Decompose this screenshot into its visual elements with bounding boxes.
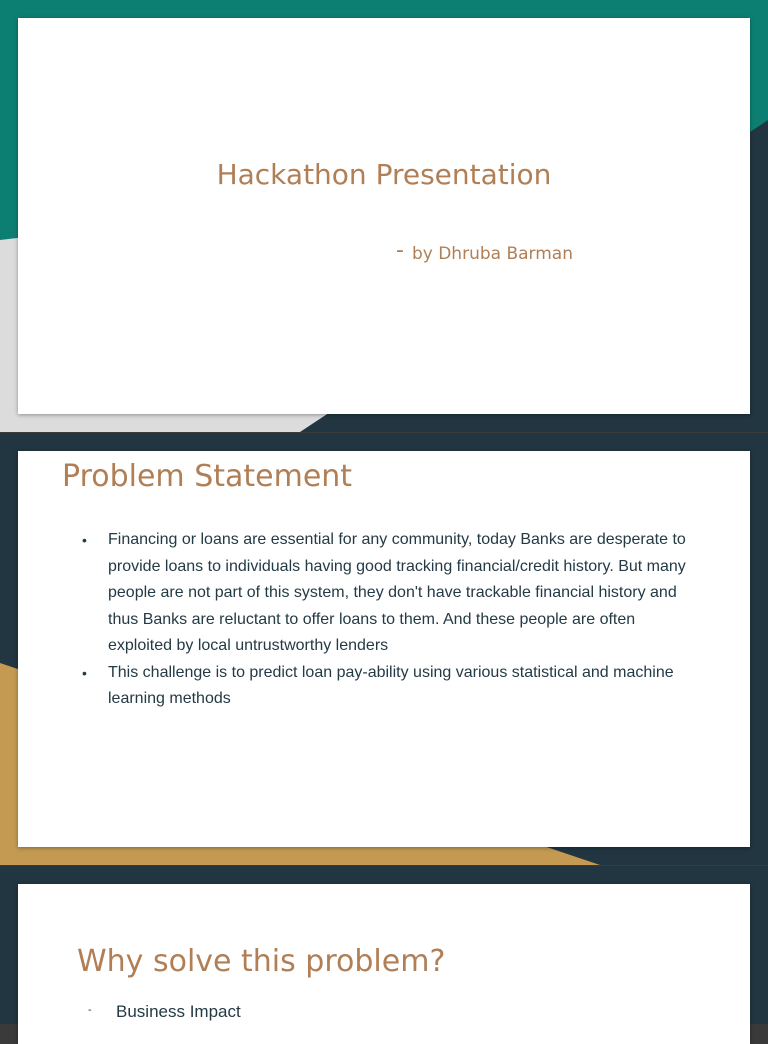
slide-1	[18, 18, 750, 414]
slide-3	[18, 884, 750, 1044]
bullet-item: • This challenge is to predict loan pay-ability using various statistical and machine learning methods	[80, 660, 700, 713]
subtitle-dash: -	[396, 238, 404, 263]
slide-1-title: Hackathon Presentation	[216, 158, 552, 191]
slide-2	[18, 451, 750, 847]
slide-1-subtitle	[396, 240, 573, 265]
reasons-list	[88, 1002, 241, 1022]
list-item: - Business Impact	[88, 1002, 241, 1022]
subtitle-text: by Dhruba Barman	[411, 244, 573, 264]
slide-2-title: Problem Statement	[62, 459, 353, 494]
problem-bullet-list	[80, 527, 700, 713]
slide-3-title: Why solve this problem?	[77, 944, 446, 979]
bullet-item: • Financing or loans are essential for any community, today Banks are desperate to provide loans to individuals having good tracking financial/credit history. But many people are not part of this system, they don't have trackable financial history and thus Banks are reluctant to offer loans to them. And these people are often exploited by local untrustworthy lenders	[80, 527, 700, 660]
